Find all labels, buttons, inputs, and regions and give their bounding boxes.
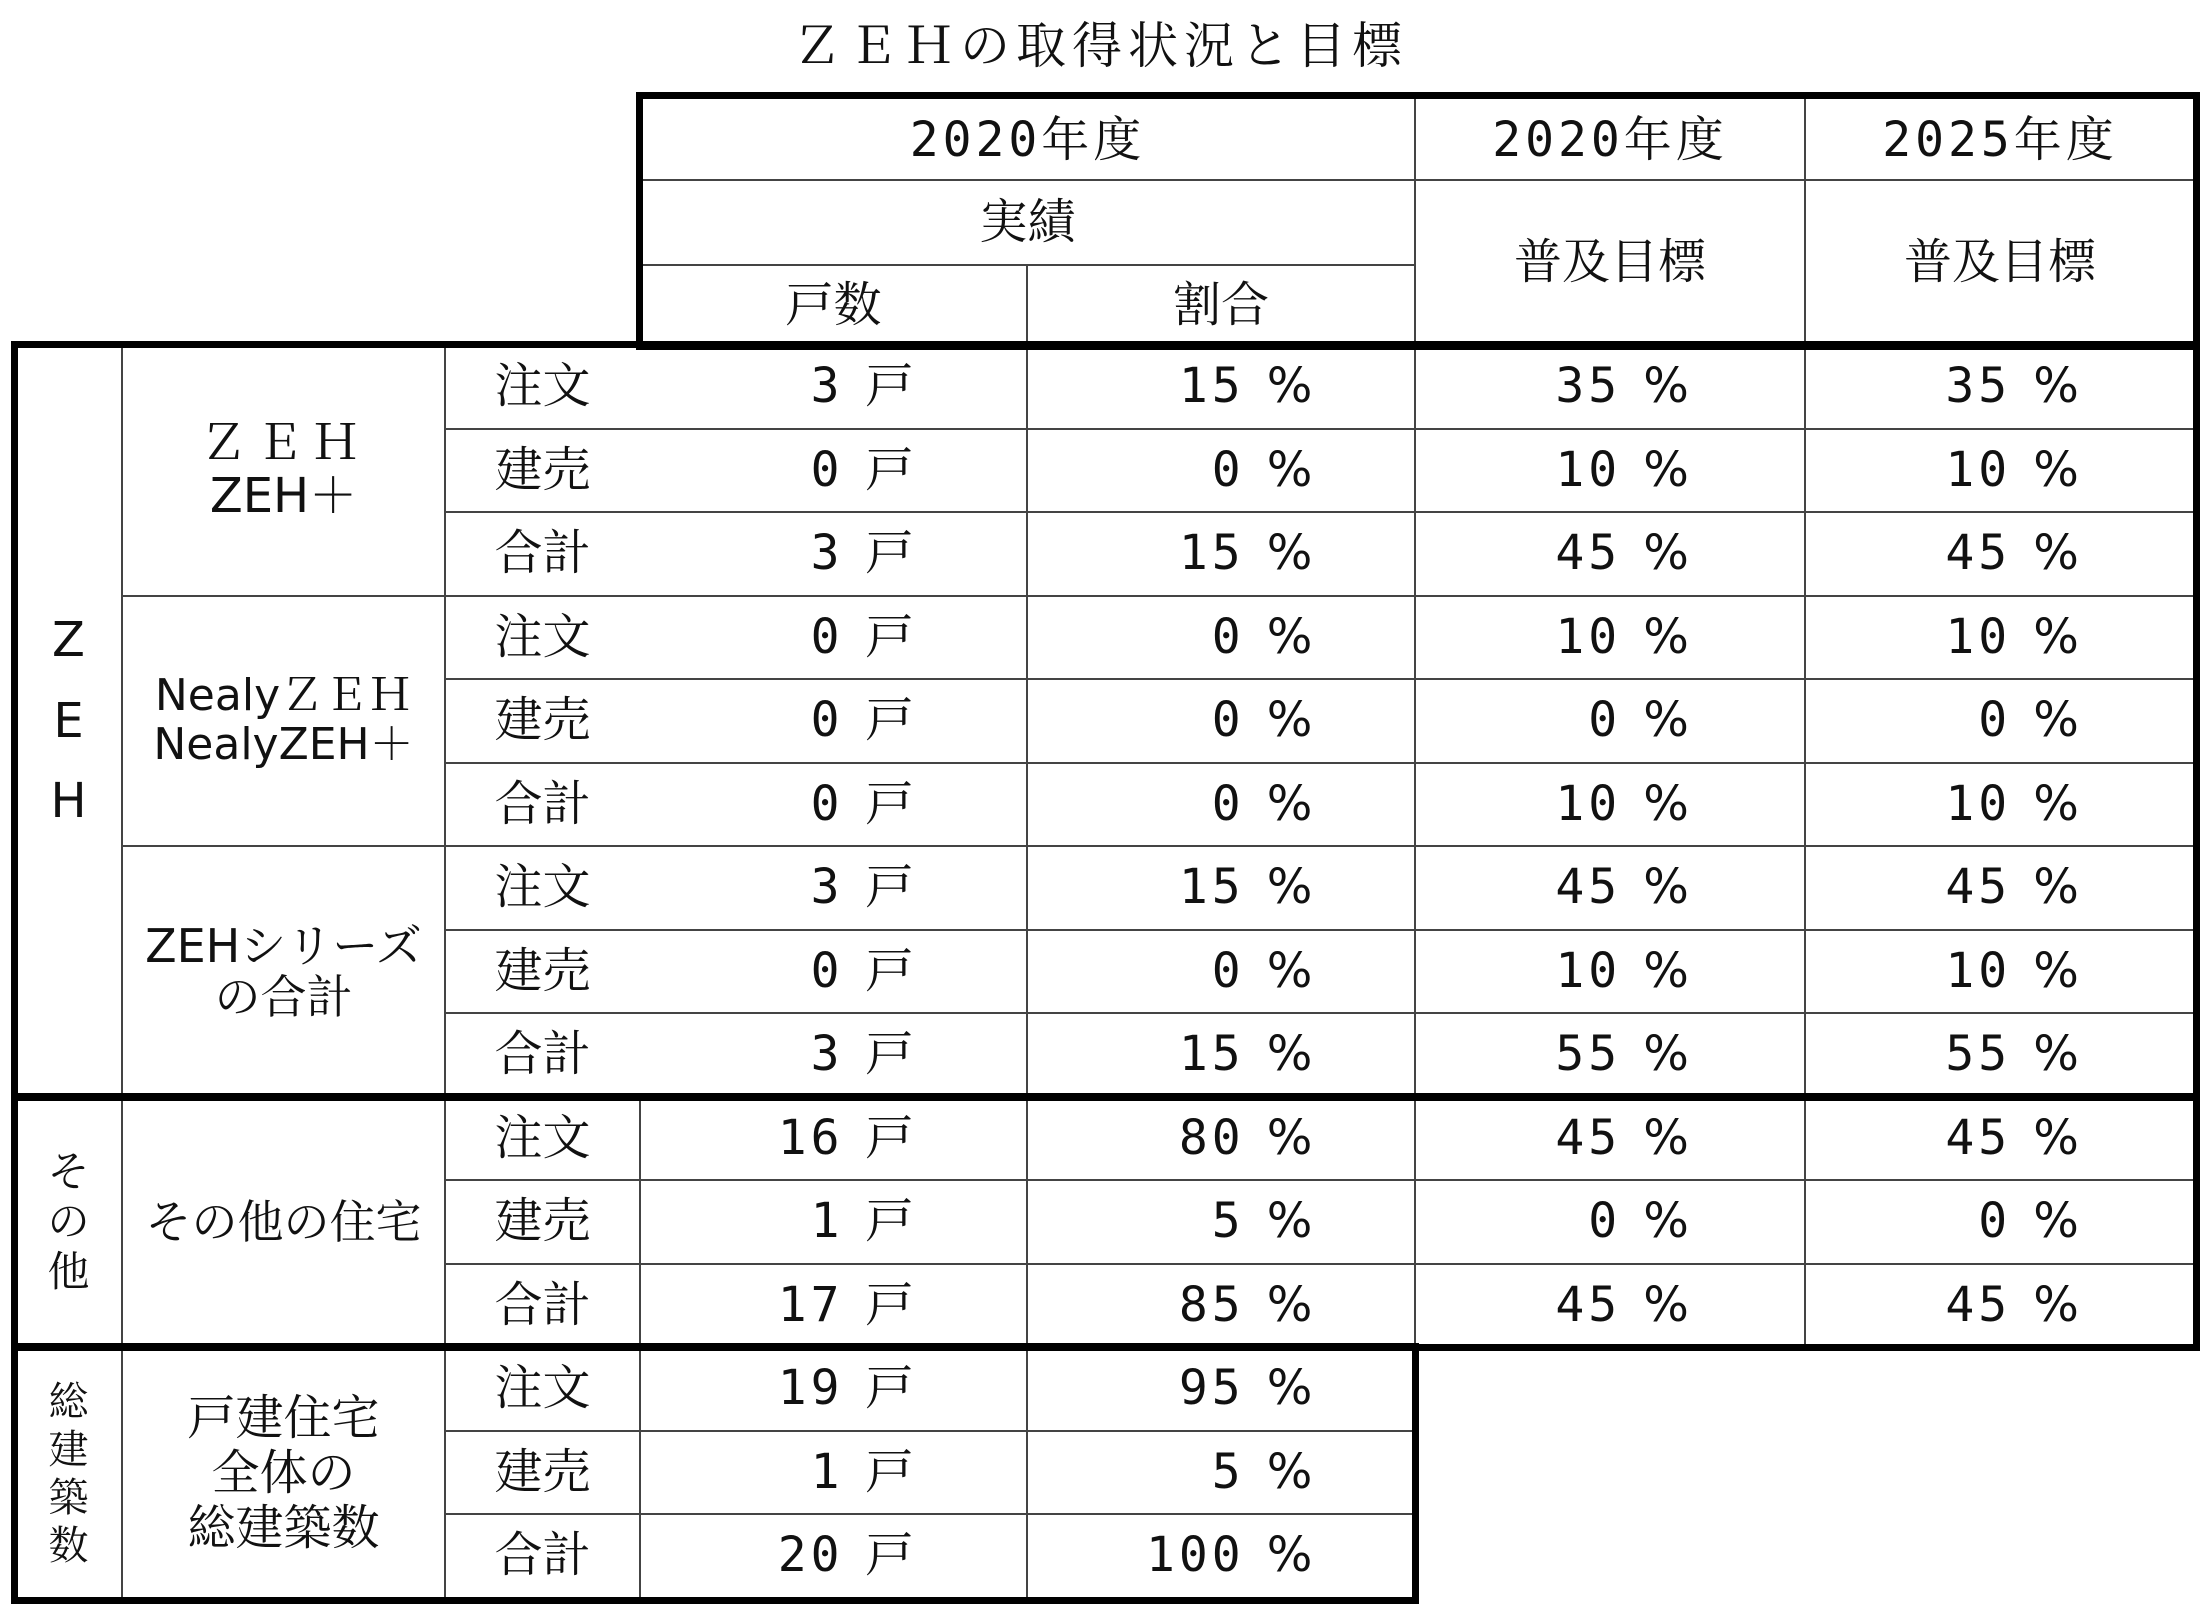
unit-percent: % (1266, 1276, 1313, 1333)
unit-percent: % (1643, 358, 1689, 415)
value-number: 3 (810, 525, 844, 582)
value-number: 17 (777, 1276, 844, 1333)
value-number: 3 (810, 358, 844, 415)
unit-percent: % (2033, 692, 2079, 749)
unit-ko: 戸 (865, 1026, 914, 1083)
unit-ko: 戸 (865, 1360, 914, 1417)
unit-percent: % (1643, 1276, 1689, 1333)
value-number: 0 (1211, 775, 1245, 832)
unit-percent: % (1643, 1026, 1689, 1083)
value-number: 55 (1555, 1026, 1622, 1083)
unit-percent: % (1643, 441, 1689, 498)
value-number: 0 (810, 775, 844, 832)
value-number: 100 (1145, 1527, 1245, 1584)
header-ratio: 割合 (1172, 276, 1269, 333)
row-type-label: 建売 (494, 1443, 591, 1500)
value-number: 0 (1211, 608, 1245, 665)
group-label-line: NealyZEH＋ (153, 718, 414, 770)
section-label-char: 他 (47, 1247, 90, 1297)
unit-percent: % (1266, 525, 1313, 582)
value-number: 10 (1555, 942, 1622, 999)
value-number: 10 (1945, 441, 2012, 498)
value-number: 45 (1555, 525, 1622, 582)
unit-percent: % (1266, 1360, 1313, 1417)
unit-ko: 戸 (865, 1109, 914, 1166)
section-label-char: E (53, 692, 84, 749)
value-number: 1 (810, 1193, 844, 1250)
unit-ko: 戸 (865, 1193, 914, 1250)
unit-ko: 戸 (865, 525, 914, 582)
value-number: 45 (1555, 1276, 1622, 1333)
value-number: 95 (1178, 1360, 1245, 1417)
group-label-line: ZEH＋ (209, 468, 358, 524)
unit-ko: 戸 (865, 1443, 914, 1500)
unit-percent: % (1643, 1109, 1689, 1166)
group-label-line: ZEHシリーズ (145, 918, 422, 973)
value-number: 10 (1945, 775, 2012, 832)
header-unit-count: 戸数 (785, 276, 882, 333)
unit-percent: % (2033, 525, 2079, 582)
unit-ko: 戸 (865, 1276, 914, 1333)
value-number: 45 (1945, 525, 2012, 582)
value-number: 16 (777, 1109, 844, 1166)
unit-percent: % (1643, 1193, 1689, 1250)
unit-ko: 戸 (865, 859, 914, 916)
value-number: 15 (1178, 358, 1245, 415)
value-number: 0 (810, 441, 844, 498)
value-number: 45 (1555, 1109, 1622, 1166)
row-type-label: 合計 (494, 1527, 591, 1584)
unit-percent: % (1266, 859, 1313, 916)
section-label-char: 総 (48, 1378, 89, 1425)
value-number: 85 (1178, 1276, 1245, 1333)
total-section-outline (11, 1343, 1419, 1604)
value-number: 35 (1555, 358, 1622, 415)
value-number: 0 (810, 692, 844, 749)
value-number: 45 (1945, 859, 2012, 916)
unit-percent: % (1643, 608, 1689, 665)
row-type-label: 建売 (494, 1193, 591, 1250)
other-section-outline (11, 1093, 2200, 1351)
value-number: 10 (1555, 608, 1622, 665)
value-number: 3 (810, 1026, 844, 1083)
row-type-label: 注文 (494, 859, 591, 916)
row-type-label: 建売 (494, 692, 591, 749)
group-label-line: ＺＥＨ (199, 415, 368, 472)
unit-percent: % (1266, 1026, 1313, 1083)
zeh-section-outline (11, 341, 2200, 1101)
row-type-label: 建売 (494, 441, 591, 498)
value-number: 19 (777, 1360, 844, 1417)
unit-percent: % (2033, 608, 2079, 665)
header-year-2020-actual: 2020年度 (909, 111, 1146, 168)
table-title: ＺＥＨの取得状況と目標 (792, 17, 1408, 75)
value-number: 15 (1178, 525, 1245, 582)
unit-percent: % (1643, 775, 1689, 832)
unit-percent: % (2033, 358, 2079, 415)
header-outline (636, 92, 2200, 350)
value-number: 45 (1555, 859, 1622, 916)
unit-percent: % (1643, 942, 1689, 999)
row-type-label: 建売 (494, 942, 591, 999)
row-type-label: 合計 (494, 775, 591, 832)
value-number: 10 (1945, 608, 2012, 665)
unit-percent: % (1266, 1193, 1313, 1250)
unit-percent: % (1266, 358, 1313, 415)
unit-ko: 戸 (865, 358, 914, 415)
row-type-label: 合計 (494, 1026, 591, 1083)
section-label-char: Z (52, 611, 85, 668)
unit-percent: % (2033, 1026, 2079, 1083)
group-label-line: NealyＺＥＨ (154, 670, 413, 722)
value-number: 0 (1978, 1193, 2012, 1250)
value-number: 1 (810, 1443, 844, 1500)
value-number: 10 (1945, 942, 2012, 999)
unit-ko: 戸 (865, 1527, 914, 1584)
unit-percent: % (2033, 859, 2079, 916)
unit-percent: % (2033, 1276, 2079, 1333)
value-number: 0 (810, 608, 844, 665)
header-year-2020-target: 2020年度 (1492, 111, 1728, 168)
row-type-label: 注文 (494, 358, 591, 415)
section-label-char: H (50, 773, 87, 830)
value-number: 5 (1211, 1193, 1245, 1250)
unit-percent: % (2033, 775, 2079, 832)
row-type-label: 注文 (494, 1109, 591, 1166)
row-type-label: 注文 (494, 1360, 591, 1417)
section-label-char: 数 (48, 1522, 89, 1569)
value-number: 15 (1178, 859, 1245, 916)
header-target-2020: 普及目標 (1513, 234, 1706, 291)
unit-ko: 戸 (865, 608, 914, 665)
group-label-line: 全体の (211, 1444, 356, 1501)
value-number: 3 (810, 859, 844, 916)
value-number: 10 (1555, 441, 1622, 498)
section-label-char: の (47, 1196, 90, 1246)
value-number: 0 (1588, 692, 1622, 749)
value-number: 0 (1211, 942, 1245, 999)
row-type-label: 合計 (494, 1276, 591, 1333)
value-number: 5 (1211, 1443, 1245, 1500)
unit-percent: % (2033, 441, 2079, 498)
group-label-line: 戸建住宅 (187, 1389, 380, 1446)
unit-percent: % (1266, 942, 1313, 999)
section-label-char: 築 (48, 1474, 89, 1521)
header-year-2025-target: 2025年度 (1882, 111, 2118, 168)
value-number: 0 (810, 942, 844, 999)
unit-percent: % (1266, 692, 1313, 749)
value-number: 15 (1178, 1026, 1245, 1083)
unit-percent: % (1266, 441, 1313, 498)
value-number: 55 (1945, 1026, 2012, 1083)
section-label-char: 建 (48, 1426, 89, 1473)
unit-ko: 戸 (865, 775, 914, 832)
value-number: 0 (1211, 441, 1245, 498)
value-number: 0 (1978, 692, 2012, 749)
unit-percent: % (1266, 1109, 1313, 1166)
unit-percent: % (2033, 1193, 2079, 1250)
value-number: 80 (1178, 1109, 1245, 1166)
header-target-2025: 普及目標 (1903, 234, 2096, 291)
row-type-label: 注文 (494, 608, 591, 665)
value-number: 10 (1555, 775, 1622, 832)
group-label-line: の合計 (214, 969, 353, 1024)
unit-ko: 戸 (865, 441, 914, 498)
unit-percent: % (1643, 859, 1689, 916)
unit-ko: 戸 (865, 942, 914, 999)
value-number: 45 (1945, 1276, 2012, 1333)
unit-percent: % (2033, 1109, 2079, 1166)
header-actual: 実績 (979, 194, 1076, 251)
section-label-char: そ (47, 1146, 90, 1196)
unit-percent: % (1266, 775, 1313, 832)
unit-percent: % (1266, 1527, 1313, 1584)
unit-percent: % (1643, 525, 1689, 582)
row-type-label: 合計 (494, 525, 591, 582)
value-number: 20 (777, 1527, 844, 1584)
group-label-line: その他の住宅 (145, 1194, 422, 1249)
unit-percent: % (2033, 942, 2079, 999)
value-number: 0 (1211, 692, 1245, 749)
group-label-line: 総建築数 (187, 1500, 380, 1557)
unit-percent: % (1266, 608, 1313, 665)
unit-ko: 戸 (865, 692, 914, 749)
unit-percent: % (1643, 692, 1689, 749)
unit-percent: % (1266, 1443, 1313, 1500)
value-number: 0 (1588, 1193, 1622, 1250)
value-number: 45 (1945, 1109, 2012, 1166)
value-number: 35 (1945, 358, 2012, 415)
